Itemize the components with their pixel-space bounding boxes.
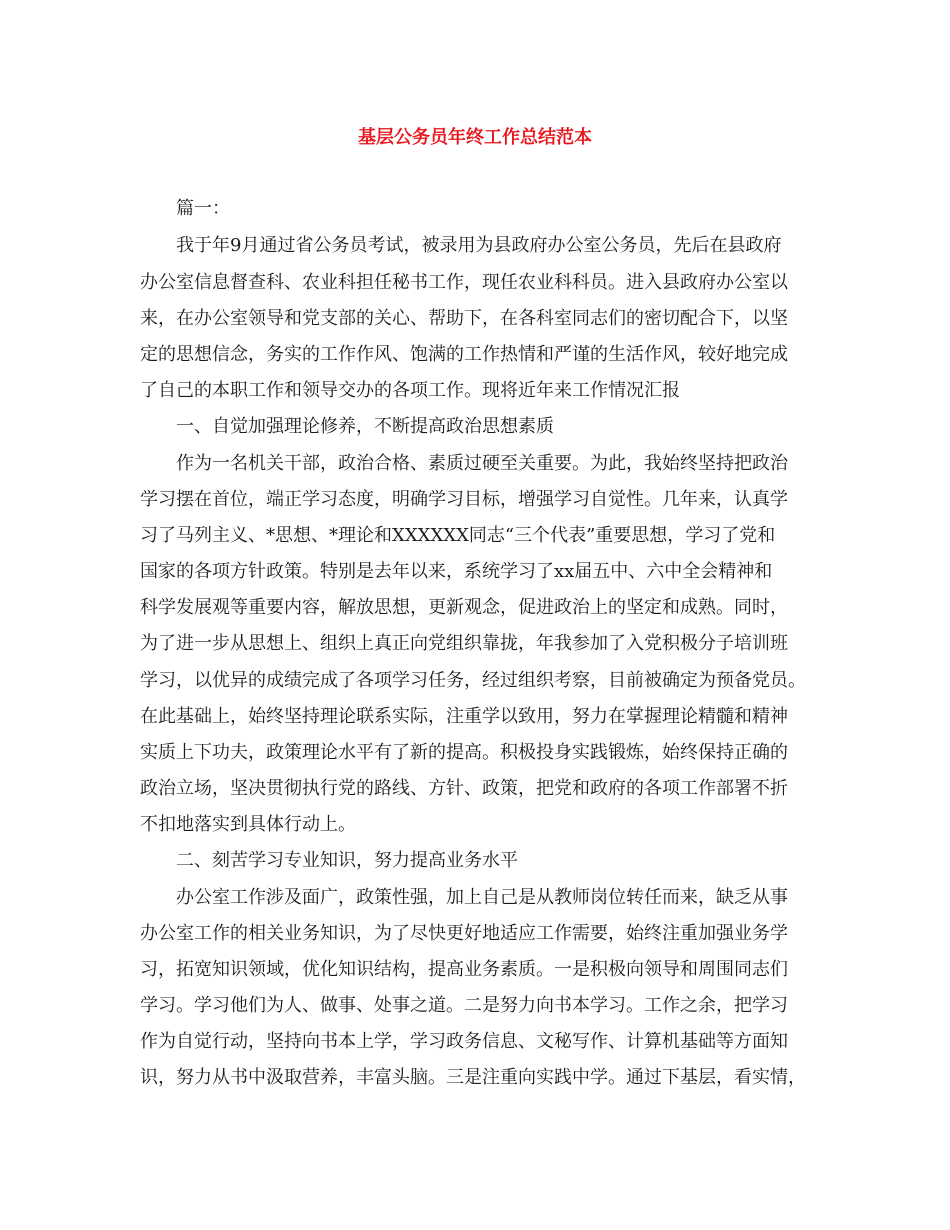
section-heading: 二、刻苦学习专业知识，努力提高业务水平 bbox=[176, 850, 518, 871]
paragraph-line: 在此基础上，始终坚持理论联系实际，注重学以致用，努力在掌握理论精髓和精神 bbox=[140, 706, 788, 727]
section-heading: 一、自觉加强理论修养，不断提高政治思想素质 bbox=[176, 416, 554, 437]
paragraph-line: 识，努力从书中汲取营养，丰富头脑。三是注重向实践中学。通过下基层，看实情， bbox=[140, 1067, 806, 1088]
paragraph-line: 不扣地落实到具体行动上。 bbox=[140, 814, 356, 835]
paragraph-line: 习了马列主义、*思想、*理论和XXXXXX同志“三个代表”重要思想，学习了党和 bbox=[140, 525, 776, 546]
paragraph-line: 实质上下功夫，政策理论水平有了新的提高。积极投身实践锻炼，始终保持正确的 bbox=[140, 742, 788, 763]
paragraph-line: 来，在办公室领导和党支部的关心、帮助下，在各科室同志们的密切配合下，以坚 bbox=[140, 308, 788, 329]
paragraph-line: 办公室工作涉及面广，政策性强，加上自己是从教师岗位转任而来，缺乏从事 bbox=[176, 887, 788, 908]
paragraph-line: 办公室信息督查科、农业科担任秘书工作，现任农业科科员。进入县政府办公室以 bbox=[140, 272, 788, 293]
paragraph-line: 作为自觉行动，坚持向书本上学，学习政务信息、文秘写作、计算机基础等方面知 bbox=[140, 1031, 788, 1052]
paragraph-line: 我于年9月通过省公务员考试，被录用为县政府办公室公务员，先后在县政府 bbox=[176, 235, 782, 256]
paragraph-line: 习，拓宽知识领域，优化知识结构，提高业务素质。一是积极向领导和周围同志们 bbox=[140, 959, 788, 980]
paragraph-line: 学习摆在首位，端正学习态度，明确学习目标，增强学习自觉性。几年来，认真学 bbox=[140, 489, 788, 510]
paragraph-line: 政治立场，坚决贯彻执行党的路线、方针、政策，把党和政府的各项工作部署不折 bbox=[140, 778, 788, 799]
paragraph-line: 了自己的本职工作和领导交办的各项工作。现将近年来工作情况汇报 bbox=[140, 380, 680, 401]
paragraph-line: 为了进一步从思想上、组织上真正向党组织靠拢，年我参加了入党积极分子培训班 bbox=[140, 633, 788, 654]
paragraph-line: 国家的各项方针政策。特别是去年以来，系统学习了xx届五中、六中全会精神和 bbox=[140, 561, 773, 582]
paragraph-line: 办公室工作的相关业务知识，为了尽快更好地适应工作需要，始终注重加强业务学 bbox=[140, 923, 788, 944]
paragraph-line: 学习。学习他们为人、做事、处事之道。二是努力向书本学习。工作之余，把学习 bbox=[140, 995, 788, 1016]
paragraph-line: 科学发展观等重要内容，解放思想，更新观念，促进政治上的坚定和成熟。同时， bbox=[140, 597, 788, 618]
document-title: 基层公务员年终工作总结范本 bbox=[358, 127, 592, 148]
paragraph-line: 篇一： bbox=[176, 198, 230, 219]
paragraph-line: 作为一名机关干部，政治合格、素质过硬至关重要。为此，我始终坚持把政治 bbox=[176, 453, 788, 474]
paragraph-line: 定的思想信念，务实的工作作风、饱满的工作热情和严谨的生活作风，较好地完成 bbox=[140, 344, 788, 365]
paragraph-line: 学习，以优异的成绩完成了各项学习任务，经过组织考察，目前被确定为预备党员。 bbox=[140, 670, 806, 691]
